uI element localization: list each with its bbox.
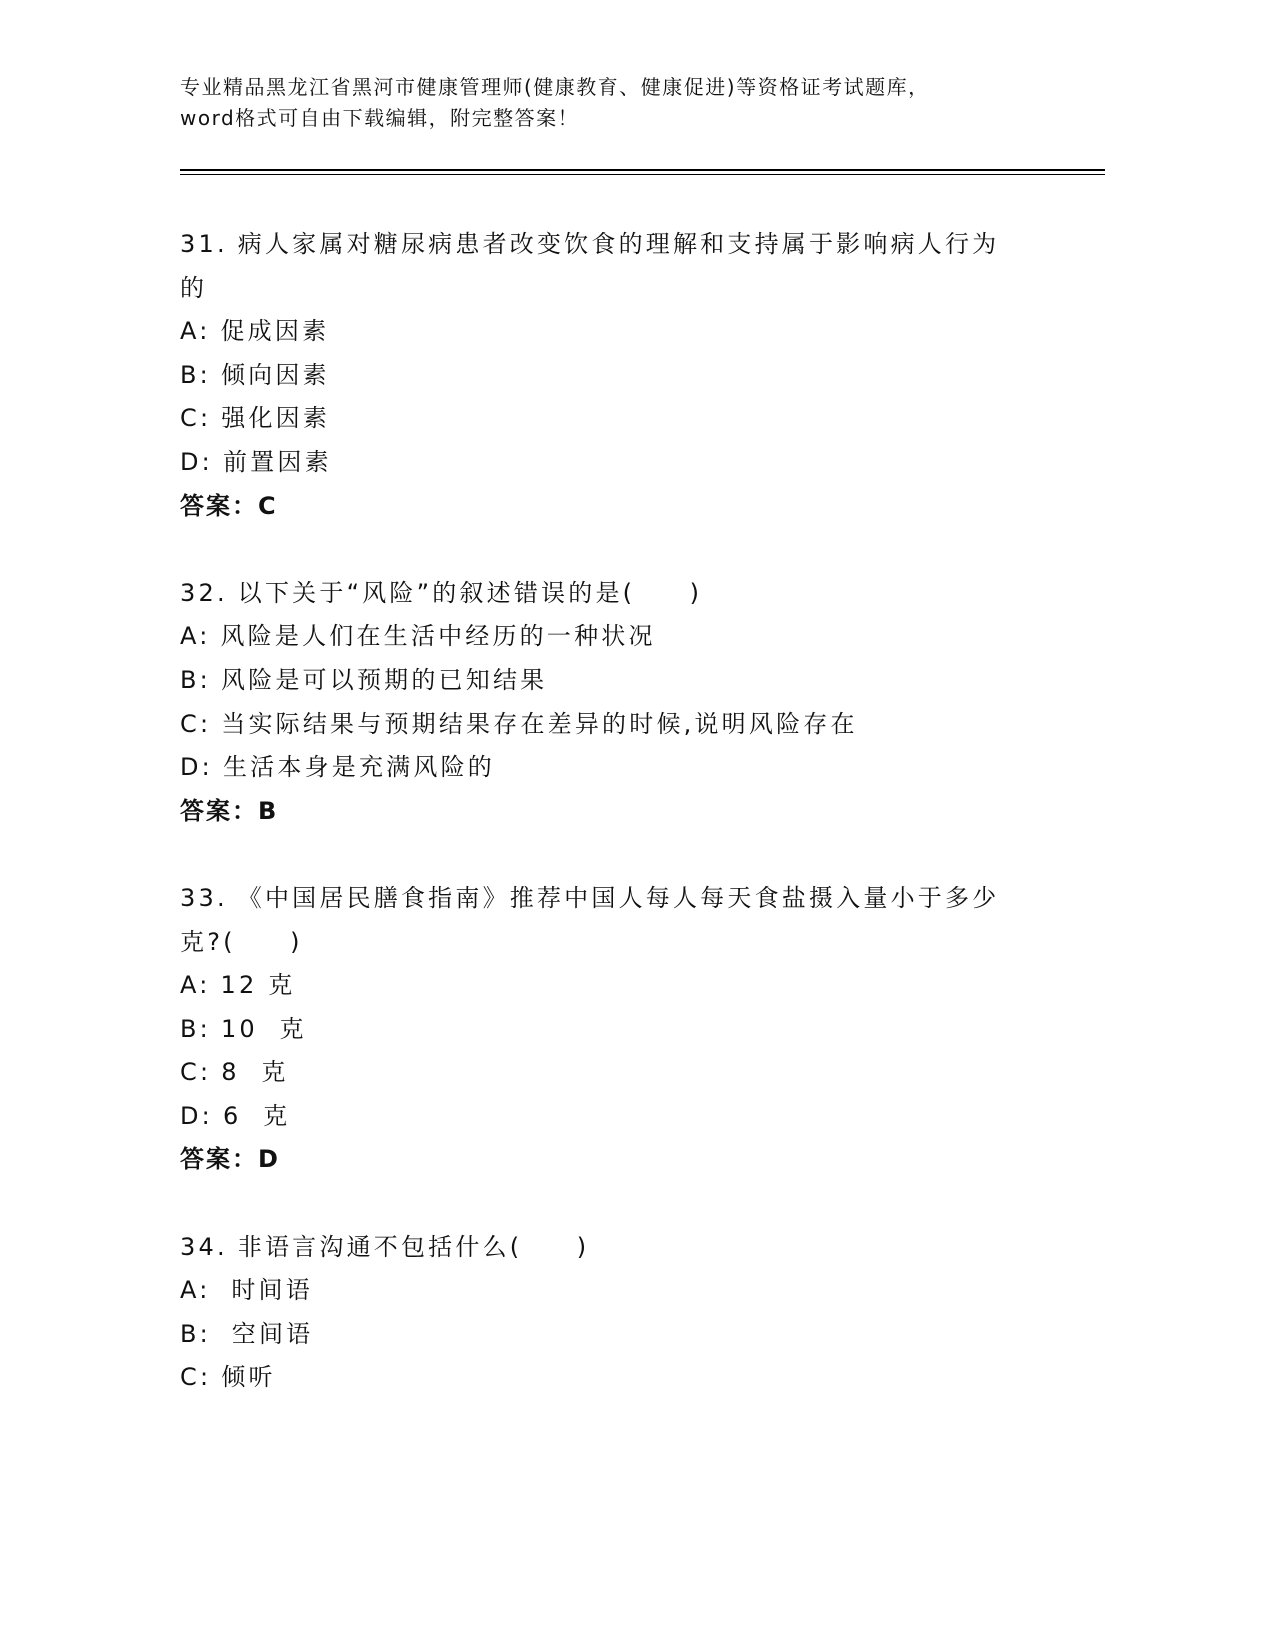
question-number: 31. <box>180 230 228 258</box>
option-c <box>180 1356 1025 1400</box>
question-item <box>180 1226 1025 1400</box>
header-line-1: 专业精品黑龙江省黑河市健康管理师(健康教育、健康促进)等资格证考试题库， <box>180 75 930 99</box>
option-letter: C: <box>180 709 212 738</box>
option-letter: A: <box>180 971 211 1000</box>
option-letter: D: <box>180 1101 213 1130</box>
option-b <box>180 1008 1025 1052</box>
option-a <box>180 310 1025 354</box>
option-text: 10 克 <box>220 1014 307 1043</box>
option-text: 时间语 <box>220 1276 313 1305</box>
option-text: 生活本身是充满风险的 <box>222 753 495 782</box>
option-b <box>180 659 1025 703</box>
option-text: 风险是人们在生活中经历的一种状况 <box>220 622 656 651</box>
option-letter: C: <box>180 1363 212 1392</box>
header-divider-thick <box>180 169 1105 171</box>
answer: 答案：C <box>180 491 278 520</box>
option-text: 12 克 <box>220 971 296 1000</box>
question-text: 《中国居民膳食指南》推荐中国人每人每天食盐摄入量小于多少克?( ) <box>180 883 1000 956</box>
option-text: 6 克 <box>222 1101 291 1130</box>
question-stem <box>180 877 1025 964</box>
option-letter: A: <box>180 1276 211 1305</box>
option-letter: B: <box>180 360 211 389</box>
question-stem <box>180 1226 1025 1270</box>
header-divider-thin <box>180 174 1105 175</box>
option-text: 空间语 <box>220 1319 314 1348</box>
question-stem <box>180 223 1025 310</box>
option-letter: D: <box>180 447 213 476</box>
question-text: 非语言沟通不包括什么( ) <box>237 1232 590 1261</box>
option-text: 当实际结果与预期结果存在差异的时候,说明风险存在 <box>221 709 858 738</box>
option-text: 8 克 <box>221 1058 289 1087</box>
option-c <box>180 703 1025 747</box>
question-number: 33. <box>180 883 228 912</box>
question-text: 以下关于“风险”的叙述错误的是( ) <box>237 578 703 607</box>
option-text: 促成因素 <box>220 317 330 346</box>
option-text: 倾听 <box>221 1363 276 1392</box>
option-letter: A: <box>180 622 211 651</box>
option-letter: B: <box>180 1014 211 1043</box>
question-text: 病人家属对糖尿病患者改变饮食的理解和支持属于影响病人行为的 <box>180 230 1000 302</box>
option-d <box>180 746 1025 790</box>
answer: 答案：D <box>180 1145 280 1174</box>
question-number: 32. <box>180 578 228 607</box>
question-item <box>180 877 1025 1182</box>
question-stem <box>180 572 1025 616</box>
option-d <box>180 1095 1025 1139</box>
option-letter: B: <box>180 665 211 694</box>
option-b <box>180 354 1025 398</box>
document-header <box>180 72 1040 134</box>
option-letter: D: <box>180 753 213 782</box>
question-list <box>180 223 1025 1444</box>
option-a <box>180 964 1025 1008</box>
option-letter: A: <box>180 317 211 346</box>
option-text: 强化因素 <box>221 404 331 433</box>
option-a <box>180 1269 1025 1313</box>
option-letter: B: <box>180 1319 211 1348</box>
option-c <box>180 397 1025 441</box>
question-item <box>180 223 1025 528</box>
option-d <box>180 441 1025 485</box>
question-item <box>180 572 1025 834</box>
answer: 答案：B <box>180 796 279 825</box>
option-letter: C: <box>180 404 212 433</box>
option-letter: C: <box>180 1058 212 1087</box>
option-text: 前置因素 <box>222 447 332 476</box>
header-line-2: word格式可自由下载编辑，附完整答案！ <box>180 106 580 130</box>
option-text: 风险是可以预期的已知结果 <box>220 665 548 694</box>
option-b <box>180 1313 1025 1357</box>
question-number: 34. <box>180 1232 228 1261</box>
option-text: 倾向因素 <box>220 360 330 389</box>
option-a <box>180 615 1025 659</box>
option-c <box>180 1051 1025 1095</box>
